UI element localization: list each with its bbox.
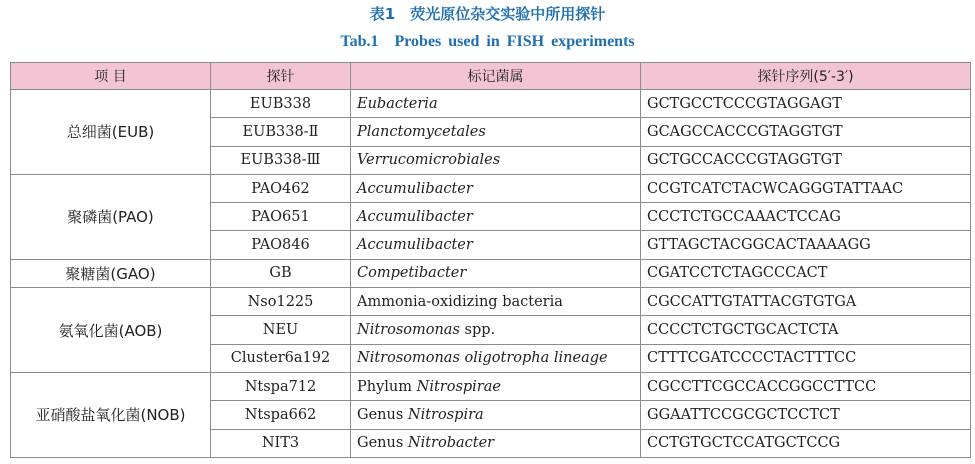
genus-italic-text: Verrucomicrobiales [357, 152, 501, 169]
genus-prefix-text: Phylum [357, 378, 417, 395]
probe-cell: NIT3 [211, 429, 351, 457]
sequence-cell: GCAGCCACCCGTAGGTGT [641, 118, 971, 146]
group-name-cell: 总细菌(EUB) [11, 90, 211, 175]
genus-italic-text: Accumulibacter [357, 180, 473, 197]
probe-table [10, 62, 971, 458]
target-genus-cell [351, 118, 641, 146]
genus-italic-text: Planctomycetales [357, 123, 486, 140]
probe-cell: Ntspa662 [211, 401, 351, 429]
group-name-cell: 亚硝酸盐氧化菌(NOB) [11, 372, 211, 457]
target-genus-cell [351, 146, 641, 174]
header-sequence: 探针序列(5′-3′) [641, 63, 971, 90]
genus-italic-text: Accumulibacter [357, 237, 473, 254]
genus-italic-text: Accumulibacter [357, 208, 473, 225]
table-header-row [11, 63, 971, 90]
target-genus-cell [351, 429, 641, 457]
sequence-cell: CGATCCTCTAGCCCACT [641, 259, 971, 287]
genus-italic-text: Nitrosomonas [357, 322, 460, 339]
table-row [11, 288, 971, 316]
header-probe: 探针 [211, 63, 351, 90]
target-genus-cell [351, 203, 641, 231]
target-genus-cell [351, 288, 641, 316]
sequence-cell: CTTTCGATCCCCTACTTTCC [641, 344, 971, 372]
group-name-cell: 聚磷菌(PAO) [11, 174, 211, 259]
group-name-cell: 氨氧化菌(AOB) [11, 288, 211, 373]
genus-italic-text: Nitrospirae [416, 378, 501, 395]
genus-prefix-text: Ammonia-oxidizing bacteria [357, 293, 563, 310]
sequence-cell: GGAATTCCGCGCTCCTCT [641, 401, 971, 429]
table-row [11, 259, 971, 287]
table-row [11, 372, 971, 400]
group-name-cell: 聚糖菌(GAO) [11, 259, 211, 287]
probe-cell: NEU [211, 316, 351, 344]
sequence-cell: CGCCTTCGCCACCGGCCTTCC [641, 372, 971, 400]
probe-cell: EUB338-Ⅲ [211, 146, 351, 174]
table-row [11, 174, 971, 202]
genus-italic-text: Nitrosomonas oligotropha lineage [357, 350, 608, 367]
genus-suffix-text: spp. [459, 322, 496, 339]
sequence-cell: CCGTCATCTACWCAGGGTATTAAC [641, 174, 971, 202]
genus-italic-text: Competibacter [357, 265, 467, 282]
genus-italic-text: Nitrospira [407, 406, 484, 423]
target-genus-cell [351, 344, 641, 372]
sequence-cell: CCCTCTGCCAAACTCCAG [641, 203, 971, 231]
sequence-cell: CCTGTGCTCCATGCTCCG [641, 429, 971, 457]
sequence-cell: GTTAGCTACGGCACTAAAAGG [641, 231, 971, 259]
genus-prefix-text: Genus [357, 406, 408, 423]
probe-cell: PAO846 [211, 231, 351, 259]
probe-cell: Cluster6a192 [211, 344, 351, 372]
target-genus-cell [351, 316, 641, 344]
probe-cell: PAO462 [211, 174, 351, 202]
sequence-cell: CGCCATTGTATTACGTGTGA [641, 288, 971, 316]
probe-cell: GB [211, 259, 351, 287]
genus-italic-text: Nitrobacter [407, 435, 495, 452]
probe-cell: Nso1225 [211, 288, 351, 316]
table-title-chinese: 表1 荧光原位杂交实验中所用探针 [369, 5, 606, 23]
target-genus-cell [351, 259, 641, 287]
target-genus-cell [351, 401, 641, 429]
sequence-cell: CCCCTCTGCTGCACTCTA [641, 316, 971, 344]
genus-prefix-text: Genus [357, 435, 408, 452]
probe-cell: Ntspa712 [211, 372, 351, 400]
table-row [11, 90, 971, 118]
target-genus-cell [351, 372, 641, 400]
target-genus-cell [351, 174, 641, 202]
target-genus-cell [351, 231, 641, 259]
table-body [11, 90, 971, 458]
header-item: 项 目 [11, 63, 211, 90]
genus-italic-text: Eubacteria [357, 95, 438, 112]
sequence-cell: GCTGCCACCCGTAGGTGT [641, 146, 971, 174]
sequence-cell: GCTGCCTCCCGTAGGAGT [641, 90, 971, 118]
target-genus-cell [351, 90, 641, 118]
probe-cell: PAO651 [211, 203, 351, 231]
probe-cell: EUB338 [211, 90, 351, 118]
table-title-english: Tab.1 Probes used in FISH experiments [340, 33, 635, 50]
header-target-genus: 标记菌属 [351, 63, 641, 90]
probe-cell: EUB338-Ⅱ [211, 118, 351, 146]
